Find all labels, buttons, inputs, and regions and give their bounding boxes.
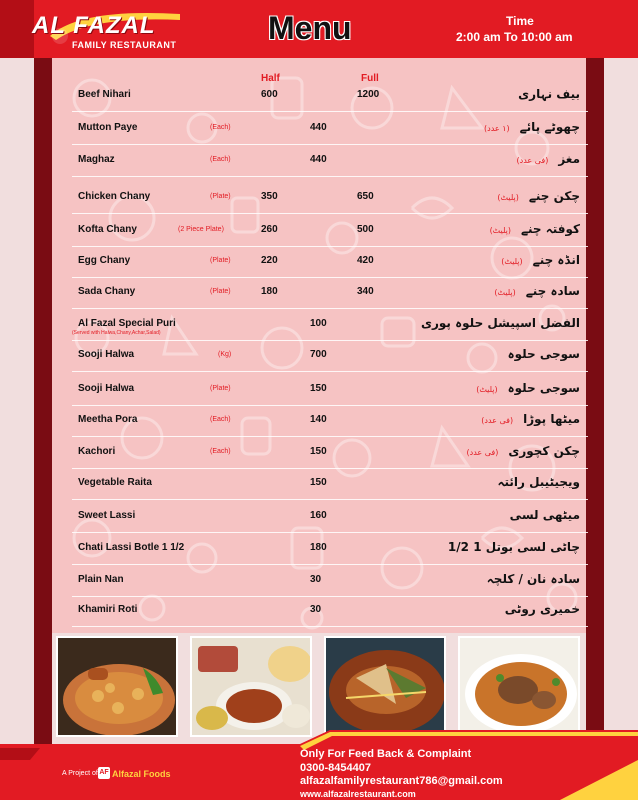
menu-item-urdu-text: کوفتہ چنے <box>520 222 580 236</box>
menu-item-urdu-text: انڈہ چنے <box>532 253 580 267</box>
price-single: 700 <box>310 349 327 360</box>
menu-item-unit: (Kg) <box>218 351 232 358</box>
menu-item-unit: (Each) <box>210 124 231 131</box>
menu-item-urdu-name: سوجی حلوہ <box>507 347 580 361</box>
menu-item-urdu-name: بیف نہاری <box>518 87 580 101</box>
menu-item-urdu-name: خمیری روٹی <box>504 602 580 616</box>
row-divider <box>72 468 588 469</box>
menu-item-unit: (Plate) <box>210 193 231 200</box>
price-single: 140 <box>310 414 327 425</box>
menu-item-urdu-name <box>476 381 580 395</box>
logo-subtitle: FAMILY RESTAURANT <box>72 40 177 50</box>
menu-item-urdu-name: میٹھی لسی <box>509 508 580 522</box>
row-divider <box>72 626 588 627</box>
price-full: 650 <box>357 191 374 202</box>
row-divider <box>72 371 588 372</box>
price-full: 500 <box>357 224 374 235</box>
food-photo-beef-nihari <box>324 636 446 737</box>
row-divider <box>72 532 588 533</box>
menu-item-unit: (Each) <box>210 448 231 455</box>
menu-item-urdu-text: مغز <box>558 152 580 166</box>
menu-item-urdu-name: چاٹی لسی بوتل 1 1/2 <box>447 540 580 554</box>
menu-item-unit: (Each) <box>210 416 231 423</box>
menu-item-urdu-name <box>517 152 580 166</box>
menu-item-unit: (Plate) <box>210 385 231 392</box>
food-photo-mutton-paye <box>458 636 580 737</box>
menu-item-urdu-text: سوجی حلوہ <box>507 381 580 395</box>
menu-item-urdu-unit: (فی عدد) <box>481 416 514 425</box>
row-divider <box>72 277 588 278</box>
website-link[interactable]: www.alfazalrestaurant.com <box>300 789 416 799</box>
menu-item-name: Mutton Paye <box>78 122 138 133</box>
menu-item-name: Kachori <box>78 446 116 457</box>
price-half: 350 <box>261 191 278 202</box>
right-border <box>586 58 604 748</box>
price-half: 220 <box>261 255 278 266</box>
feedback-phone[interactable]: 0300-8454407 <box>300 762 371 774</box>
menu-item-unit: (Plate) <box>210 288 231 295</box>
alfazal-foods-logo-icon: AF <box>98 767 110 779</box>
menu-item-urdu-name: الفضل اسپیشل حلوہ پوری <box>421 316 580 330</box>
price-single: 150 <box>310 446 327 457</box>
price-single: 150 <box>310 383 327 394</box>
left-border <box>34 58 52 748</box>
price-half: 180 <box>261 286 278 297</box>
price-single: 30 <box>310 574 322 585</box>
price-half: 600 <box>261 89 278 100</box>
menu-item-urdu-text: سادہ چنے <box>525 284 580 298</box>
menu-item-urdu-text: میٹھا پوڑا <box>523 412 580 426</box>
menu-item-urdu-unit: (پلیٹ) <box>476 385 498 394</box>
menu-item-urdu-name <box>494 284 580 298</box>
menu-item-name: Sweet Lassi <box>78 510 136 521</box>
menu-item-urdu-name: ویجیٹیبل رائتہ <box>497 475 580 489</box>
menu-item-urdu-unit: (پلیٹ) <box>497 193 519 202</box>
menu-item-urdu-name <box>501 253 580 267</box>
menu-item-urdu-text: چکن کچوری <box>508 444 580 458</box>
menu-item-name: Chati Lassi Botle 1 1/2 <box>78 542 185 553</box>
price-half: 260 <box>261 224 278 235</box>
food-photo-chicken-chany <box>56 636 178 737</box>
menu-item-urdu-unit: (پلیٹ) <box>501 257 523 266</box>
menu-item-note: (Served with Halwa,Chany,Achar,Salad) <box>72 330 161 336</box>
row-divider <box>72 564 588 565</box>
menu-item-urdu-unit: (فی عدد) <box>516 156 549 165</box>
project-label: A Project of <box>62 770 98 777</box>
row-divider <box>72 144 588 145</box>
row-divider <box>72 246 588 247</box>
price-full: 420 <box>357 255 374 266</box>
brand-name: Alfazal Foods <box>112 769 171 779</box>
menu-item-name: Sada Chany <box>78 286 136 297</box>
row-divider <box>72 436 588 437</box>
menu-item-unit: (Plate) <box>210 257 231 264</box>
price-single: 180 <box>310 542 327 553</box>
row-divider <box>72 213 588 214</box>
menu-item-name: Al Fazal Special Puri <box>78 318 176 329</box>
menu-item-urdu-text: چھوٹے پائے <box>519 120 580 134</box>
feedback-title: Only For Feed Back & Complaint <box>300 748 472 760</box>
header-stripe <box>0 0 34 58</box>
row-divider <box>72 308 588 309</box>
row-divider <box>72 405 588 406</box>
row-divider <box>72 111 588 112</box>
menu-item-urdu-name <box>497 189 580 203</box>
price-single: 160 <box>310 510 327 521</box>
time-value: 2:00 am To 10:00 am <box>456 30 573 44</box>
menu-item-urdu-unit: (پلیٹ) <box>489 226 511 235</box>
menu-item-urdu-name <box>490 222 580 236</box>
menu-item-name: Sooji Halwa <box>78 349 135 360</box>
menu-item-name: Vegetable Raita <box>78 477 152 488</box>
menu-item-urdu-name <box>481 412 580 426</box>
price-single: 440 <box>310 154 327 165</box>
menu-item-urdu-name <box>484 120 580 134</box>
menu-item-urdu-text: چکن چنے <box>528 189 580 203</box>
price-single: 150 <box>310 477 327 488</box>
menu-item-name: Kofta Chany <box>78 224 137 235</box>
row-divider <box>72 499 588 500</box>
menu-item-name: Egg Chany <box>78 255 131 266</box>
menu-item-name: Meetha Pora <box>78 414 138 425</box>
time-label: Time <box>506 14 534 28</box>
menu-item-unit: (2 Piece Plate) <box>178 226 224 233</box>
menu-item-name: Khamiri Roti <box>78 604 138 615</box>
menu-item-urdu-unit: (۱ عدد) <box>484 124 510 133</box>
menu-item-unit: (Each) <box>210 156 231 163</box>
price-single: 100 <box>310 318 327 329</box>
page-title: Menu <box>268 10 352 46</box>
row-divider <box>72 340 588 341</box>
menu-item-urdu-name <box>467 444 580 458</box>
menu-item-urdu-name: سادہ نان / کلچہ <box>486 572 580 586</box>
row-divider <box>72 176 588 177</box>
menu-item-urdu-unit: (پلیٹ) <box>494 288 516 297</box>
menu-item-name: Chicken Chany <box>78 191 151 202</box>
price-single: 440 <box>310 122 327 133</box>
feedback-email[interactable]: alfazalfamilyrestaurant786@gmail.com <box>300 775 503 787</box>
full-column-header: Full <box>361 73 379 84</box>
price-full: 340 <box>357 286 374 297</box>
menu-item-name: Plain Nan <box>78 574 124 585</box>
menu-item-name: Sooji Halwa <box>78 383 135 394</box>
price-full: 1200 <box>357 89 380 100</box>
menu-item-name: Maghaz <box>78 154 115 165</box>
half-column-header: Half <box>261 73 280 84</box>
logo-name: AL FAZAL <box>32 12 156 39</box>
row-divider <box>72 596 588 597</box>
food-photo-puri-platter <box>190 636 312 737</box>
menu-item-urdu-unit: (فی عدد) <box>466 448 499 457</box>
menu-item-name: Beef Nihari <box>78 89 131 100</box>
price-single: 30 <box>310 604 322 615</box>
